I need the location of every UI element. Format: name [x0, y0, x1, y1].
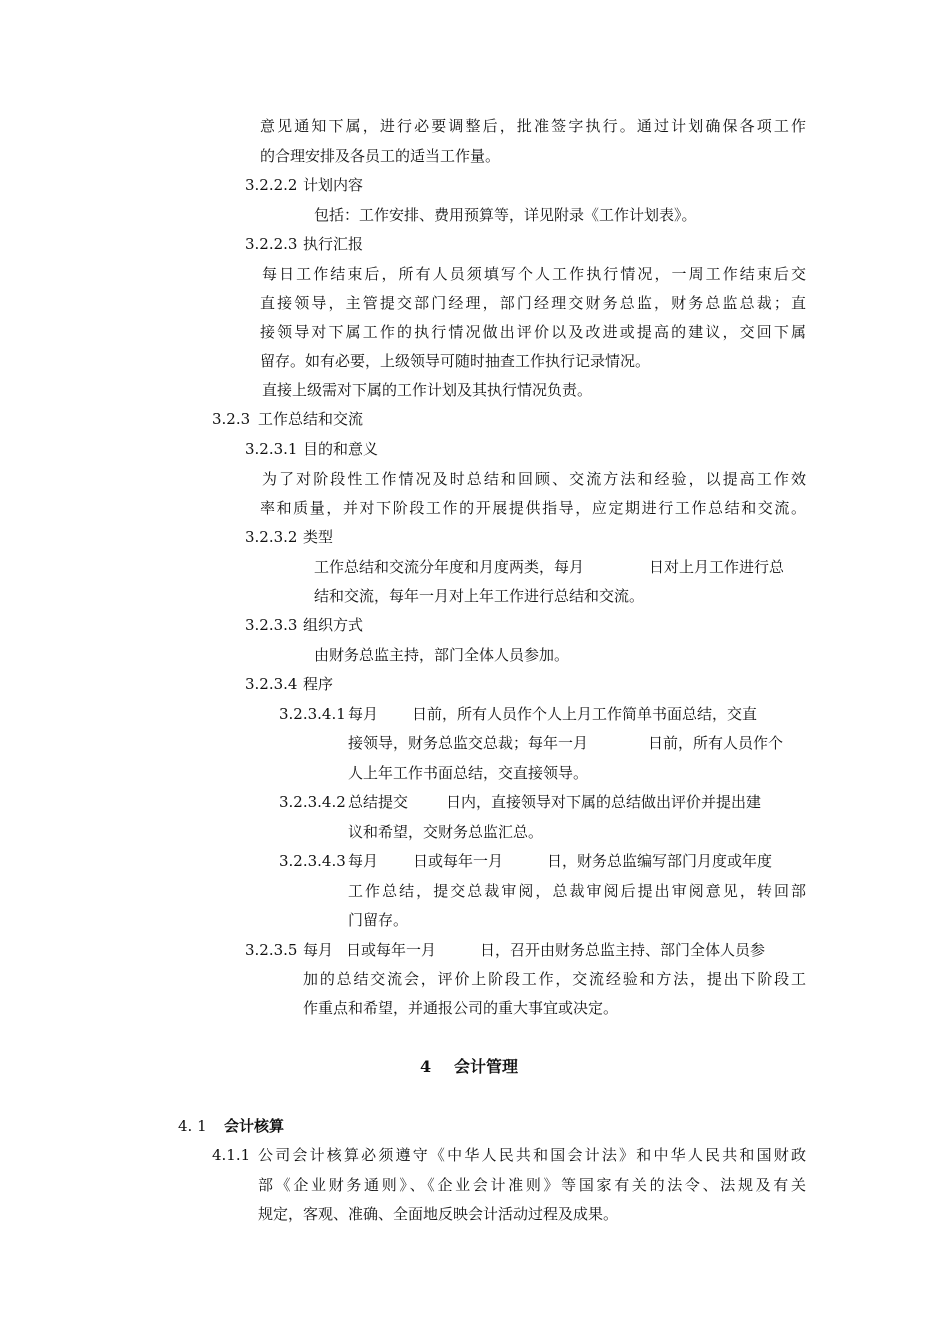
- paragraph-line: 作重点和希望，并通报公司的重大事宜或决定。: [303, 999, 619, 1017]
- paragraph-line: 直接领导，主管提交部门经理，部门经理交财务总监，财务总监总裁；直: [260, 294, 806, 312]
- paragraph-line: 为了对阶段性工作情况及时总结和回顾、交流方法和经验，以提高工作效: [262, 470, 806, 488]
- paragraph-line: 接领导，财务总监交总裁；每年一月: [348, 734, 589, 752]
- paragraph-line: 率和质量，并对下阶段工作的开展提供指导，应定期进行工作总结和交流。: [260, 499, 806, 517]
- section-number: 3.2.2.3: [245, 235, 298, 253]
- paragraph-line: 规定，客观、准确、全面地反映会计活动过程及成果。: [258, 1205, 619, 1223]
- paragraph-line: 日对上月工作进行总: [649, 558, 785, 576]
- paragraph-line: 门留存。: [348, 911, 409, 929]
- section-number: 3.2.3.4: [245, 675, 298, 693]
- paragraph-line: 日或每年一月: [413, 852, 504, 870]
- paragraph-line: 部《企业财务通则》、《企业会计准则》等国家有关的法令、法规及有关: [258, 1176, 806, 1194]
- section-number: 3.2.3.4.2: [279, 793, 346, 811]
- section-title: 计划内容: [303, 176, 364, 194]
- paragraph-line: 留存。如有必要，上级领导可随时抽查工作执行记录情况。: [260, 352, 651, 370]
- paragraph-line: 日前，所有人员作个: [648, 734, 784, 752]
- paragraph-line: 加的总结交流会，评价上阶段工作，交流经验和方法，提出下阶段工: [303, 970, 806, 988]
- paragraph-line: 日前，所有人员作个人上月工作简单书面总结，交直: [412, 705, 758, 723]
- section-number: 3.2.3.1: [245, 440, 298, 458]
- section-title: 执行汇报: [303, 235, 364, 253]
- chapter-title: 会计管理: [454, 1057, 519, 1076]
- section-number: 3.2.2.2: [245, 176, 298, 194]
- section-title: 会计核算: [224, 1117, 285, 1135]
- paragraph-line: 直接上级需对下属的工作计划及其执行情况负责。: [262, 381, 593, 399]
- section-title: 工作总结和交流: [258, 410, 364, 428]
- chapter-number: 4: [420, 1057, 432, 1076]
- paragraph-line: 由财务总监主持，部门全体人员参加。: [314, 646, 570, 664]
- section-number: 3.2.3.4.3: [279, 852, 346, 870]
- paragraph-line: 包括：工作安排、费用预算等，详见附录《工作计划表》。: [314, 206, 697, 224]
- section-number: 4.1.1: [212, 1146, 251, 1164]
- paragraph-line: 总结提交: [348, 793, 409, 811]
- section-number: 3.2.3.4.1: [279, 705, 346, 723]
- paragraph-line: 每月: [348, 705, 379, 723]
- paragraph-line: 公司会计核算必须遵守《中华人民共和国会计法》和中华人民共和国财政: [258, 1146, 806, 1164]
- paragraph-line: 日，财务总监编写部门月度或年度: [547, 852, 773, 870]
- paragraph-line: 日或每年一月: [346, 941, 437, 959]
- section-title: 类型: [303, 528, 334, 546]
- section-number: 3.2.3: [212, 410, 251, 428]
- section-title: 组织方式: [303, 616, 364, 634]
- paragraph-line: 日，召开由财务总监主持、部门全体人员参: [480, 941, 766, 959]
- section-number: 3.2.3.5: [245, 941, 298, 959]
- paragraph-line: 的合理安排及各员工的适当工作量。: [260, 147, 501, 165]
- paragraph-line: 议和希望，交财务总监汇总。: [348, 823, 544, 841]
- paragraph-line: 工作总结和交流分年度和月度两类，每月: [314, 558, 585, 576]
- section-title: 目的和意义: [303, 440, 379, 458]
- paragraph-line: 意见通知下属，进行必要调整后，批准签字执行。通过计划确保各项工作: [260, 117, 806, 135]
- paragraph-line: 工作总结，提交总裁审阅，总裁审阅后提出审阅意见，转回部: [348, 882, 806, 900]
- section-number: 3.2.3.3: [245, 616, 298, 634]
- paragraph-line: 结和交流，每年一月对上年工作进行总结和交流。: [314, 587, 645, 605]
- paragraph-line: 日内，直接领导对下属的总结做出评价并提出建: [446, 793, 762, 811]
- paragraph-line: 人上年工作书面总结，交直接领导。: [348, 764, 589, 782]
- paragraph-line: 接领导对下属工作的执行情况做出评价以及改进或提高的建议，交回下属: [260, 323, 806, 341]
- section-number: 3.2.3.2: [245, 528, 298, 546]
- paragraph-line: 每月: [348, 852, 379, 870]
- section-number: 4. 1: [178, 1117, 207, 1135]
- paragraph-line: 每月: [303, 941, 334, 959]
- section-title: 程序: [303, 675, 334, 693]
- paragraph-line: 每日工作结束后，所有人员须填写个人工作执行情况，一周工作结束后交: [262, 265, 806, 283]
